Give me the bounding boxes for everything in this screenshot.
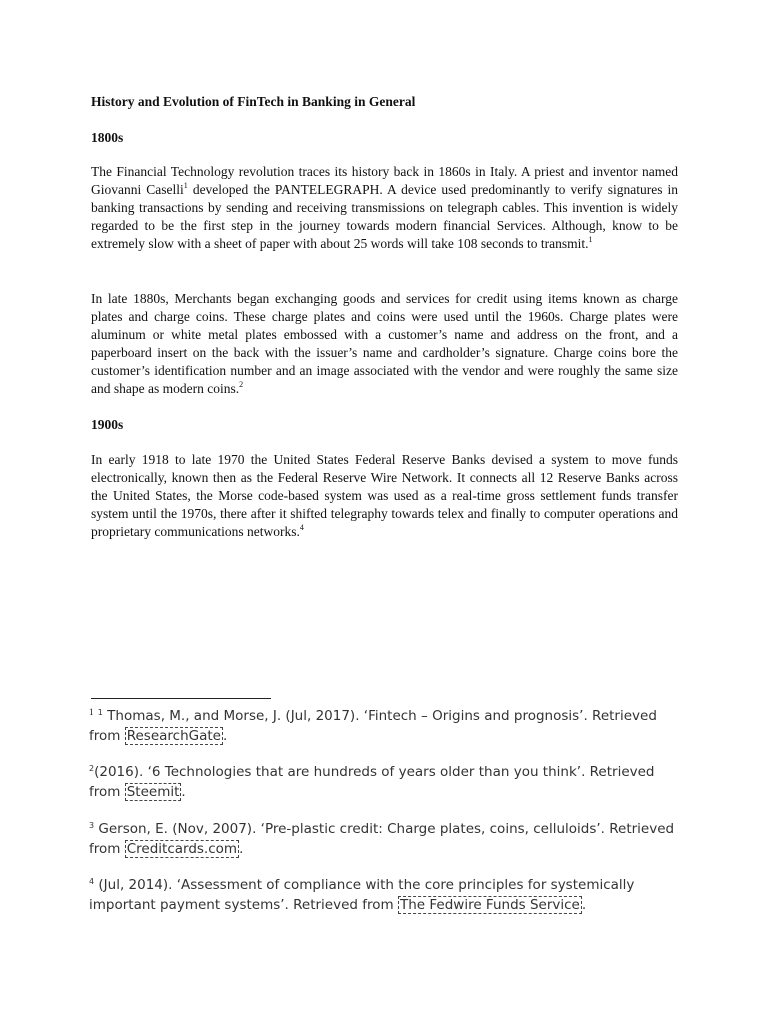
footnote-text: (Jul, 2014). ‘Assessment of compliance with the core principles for systemically important payment systems’. Retrieved from: [89, 877, 635, 913]
footnote-separator: [91, 698, 271, 699]
link-steemit[interactable]: Steemit: [126, 784, 180, 800]
footnote-mark: 1: [97, 708, 103, 717]
paragraph-charge-plates: [91, 290, 678, 398]
document-title: History and Evolution of FinTech in Banking in General: [91, 94, 416, 109]
footnote-end: .: [239, 841, 244, 857]
section-heading-1900s: 1900s: [91, 417, 124, 432]
footnote-mark: 1: [89, 707, 94, 717]
footnote-4: [89, 875, 689, 915]
footnote-mark: 3: [89, 821, 95, 830]
footnote-end: .: [581, 897, 587, 913]
footnote-1: [89, 706, 689, 746]
link-researchgate[interactable]: ResearchGate: [126, 728, 221, 744]
section-heading-1800s: 1800s: [91, 130, 124, 145]
footnote-2: [89, 762, 689, 802]
paragraph-fedwire: [91, 451, 678, 541]
footnote-mark: 4: [89, 877, 95, 886]
link-creditcards[interactable]: Creditcards.com: [126, 841, 238, 857]
paragraph-pantelegraph: [91, 163, 678, 253]
footnote-ref[interactable]: 2: [239, 380, 244, 389]
footnote-end: .: [222, 728, 228, 744]
link-fedwire[interactable]: The Fedwire Funds Service: [399, 897, 580, 913]
footnote-mark: 2: [89, 764, 95, 773]
paragraph-text: developed the PANTELEGRAPH. A device used predominantly to verify signatures in banking transactions by sending and receiving transmissions on telegraph cables. This invention is widely regarded to be the first step in the journey towards modern financial Services. Although, know to be extremely slow with a sheet of paper with about 25 words will take 108 seconds to transmit.: [91, 182, 678, 251]
paragraph-text: In late 1880s, Merchants began exchanging goods and services for credit using items known as charge plates and charge coins. These charge plates and coins were used until the 1960s. Charge plates were aluminum or white metal plates embossed with a customer’s name and address on the front, and a paperboard insert on the back with the issuer’s name and cardholder’s signature. Charge coins bore the customer’s identification number and an image associated with the vendor and were roughly the same size and shape as modern coins.: [91, 291, 678, 396]
paragraph-text: In early 1918 to late 1970 the United States Federal Reserve Banks devised a system to move funds electronically, known then as the Federal Reserve Wire Network. It connects all 12 Reserve Banks across the United States, the Morse code-based system was used as a real-time gross settlement funds transfer system until the 1970s, there after it shifted telegraphy towards telex and finally to computer operations and proprietary communications networks.: [91, 452, 678, 539]
footnote-3: [89, 819, 689, 859]
footnote-ref[interactable]: 1: [588, 235, 593, 244]
footnote-ref[interactable]: 1: [183, 181, 188, 190]
footnote-text: (2016). ‘6 Technologies that are hundreds of years older than you think’. Retrieved from: [89, 764, 655, 800]
footnote-text: Thomas, M., and Morse, J. (Jul, 2017). ‘Fintech – Origins and prognosis’. Retrieved from: [89, 708, 657, 744]
paragraph-text: The Financial Technology revolution traces its history back in 1860s in Italy. A priest and inventor named Giovanni Caselli: [91, 164, 678, 197]
footnote-ref[interactable]: 4: [299, 523, 304, 532]
footnote-end: .: [181, 784, 186, 800]
footnote-text: Gerson, E. (Nov, 2007). ‘Pre-plastic credit: Charge plates, coins, celluloids’. Retrieved from: [89, 821, 675, 857]
